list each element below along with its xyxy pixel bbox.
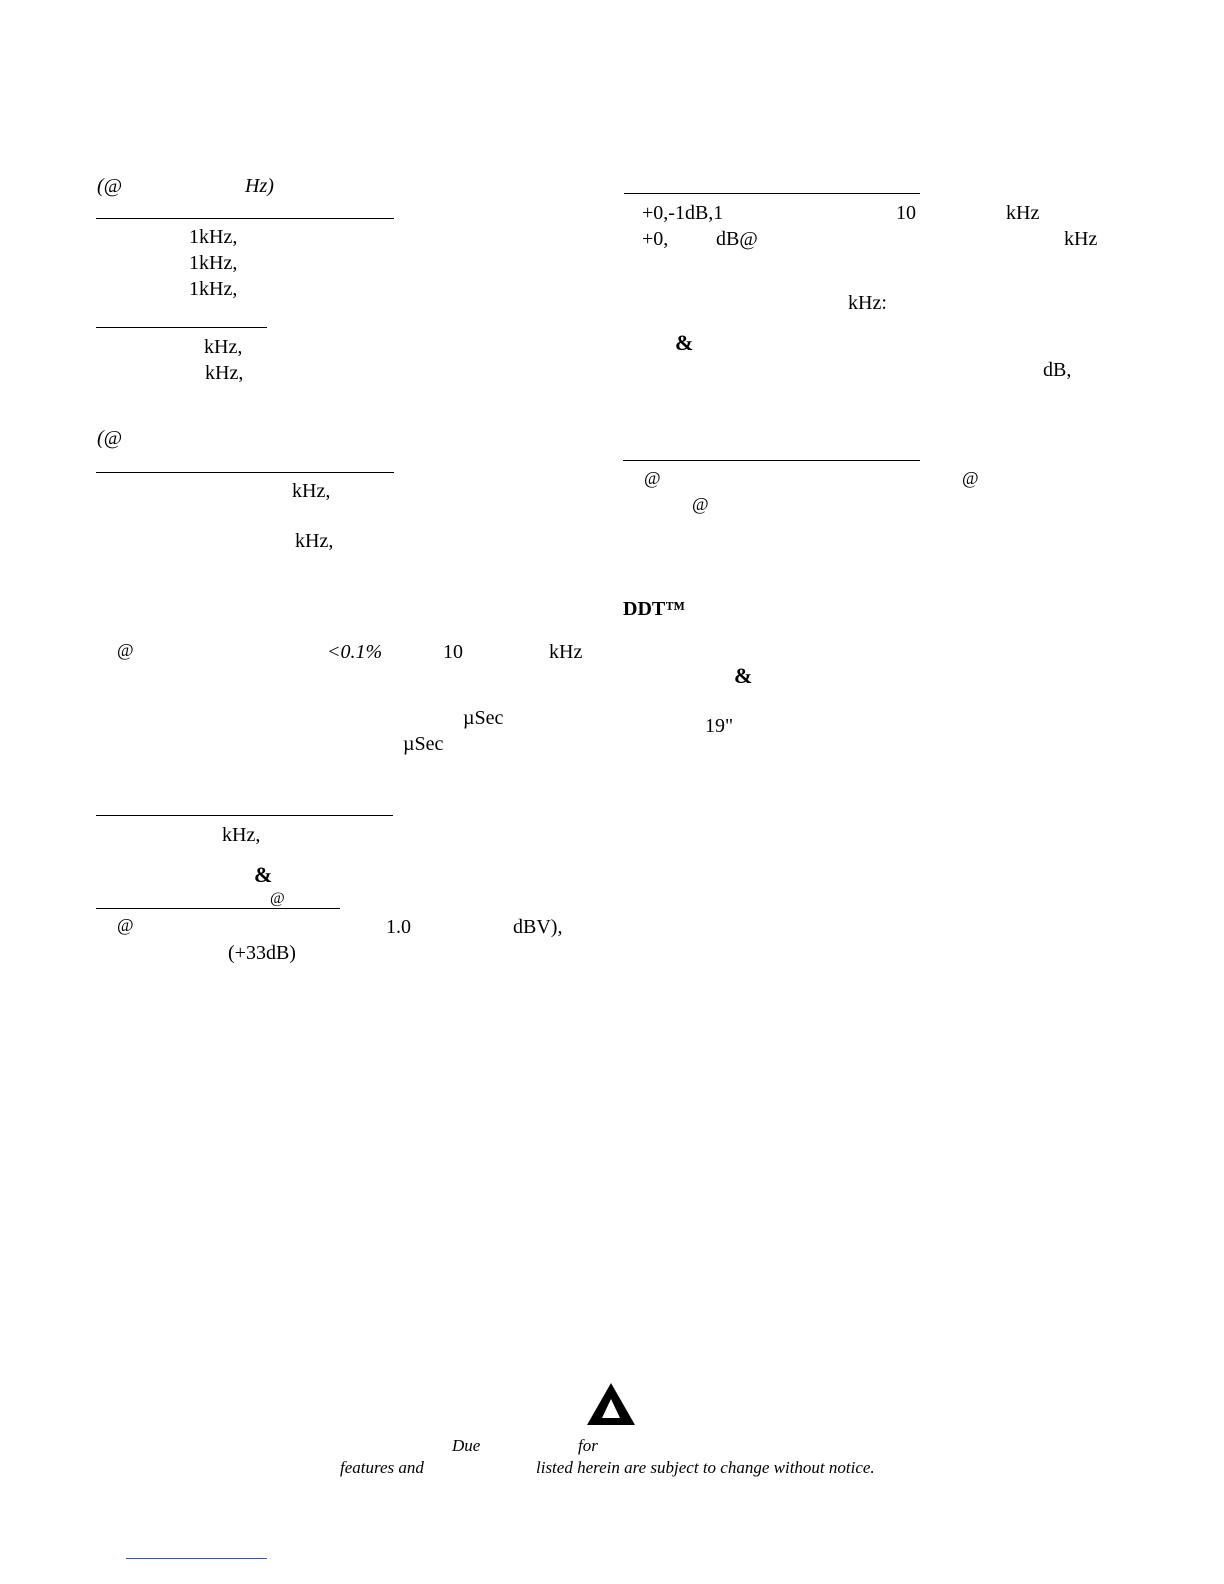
left-text: (@	[97, 175, 123, 197]
right-text: DDT™	[623, 598, 686, 620]
warning-triangle-icon	[585, 1381, 637, 1427]
left-text: kHz,	[222, 824, 261, 846]
left-text: 1.0	[386, 916, 411, 938]
left-text: kHz,	[295, 530, 334, 552]
left-text: µSec	[463, 707, 504, 729]
right-text: kHz:	[848, 292, 887, 314]
footer-text: features and	[340, 1458, 424, 1477]
left-text: @	[117, 915, 134, 935]
section-rule	[96, 472, 394, 473]
right-text: kHz	[1064, 228, 1098, 250]
left-text: @	[270, 890, 285, 907]
right-text: dB@	[716, 228, 758, 250]
section-rule	[96, 327, 267, 328]
left-text: 1kHz,	[189, 252, 238, 274]
left-text: 10	[443, 641, 463, 663]
left-text: kHz,	[205, 362, 244, 384]
left-text: (+33dB)	[228, 942, 296, 964]
section-rule	[96, 908, 340, 909]
left-text: &	[254, 862, 273, 887]
right-text: +0,	[642, 228, 669, 250]
right-text: &	[675, 330, 694, 355]
section-rule	[624, 193, 920, 194]
left-text: µSec	[403, 733, 444, 755]
right-text: dB,	[1043, 359, 1072, 381]
left-text: 1kHz,	[189, 226, 238, 248]
right-text: @	[644, 468, 661, 488]
left-text: kHz,	[292, 480, 331, 502]
left-text: <0.1%	[327, 641, 383, 663]
section-rule	[96, 218, 394, 219]
right-text: 10	[896, 202, 916, 224]
left-text: kHz	[549, 641, 583, 663]
right-text: +0,-1dB,1	[642, 202, 724, 224]
right-text: &	[734, 663, 753, 688]
left-text: @	[117, 640, 134, 660]
left-text: Hz)	[245, 175, 274, 197]
right-text: kHz	[1006, 202, 1040, 224]
right-text: @	[692, 494, 709, 514]
footer-text: Due	[452, 1436, 481, 1455]
right-text: @	[962, 468, 979, 488]
footer-link-underline[interactable]	[126, 1558, 267, 1559]
section-rule	[623, 460, 920, 461]
left-text: kHz,	[204, 336, 243, 358]
section-rule	[96, 815, 393, 816]
left-text: dBV),	[513, 916, 563, 938]
footer-text: listed herein are subject to change without notice.	[536, 1458, 875, 1477]
right-text: 19"	[705, 715, 734, 737]
footer-text: for	[578, 1436, 598, 1455]
left-text: 1kHz,	[189, 278, 238, 300]
left-text: (@	[97, 427, 123, 449]
